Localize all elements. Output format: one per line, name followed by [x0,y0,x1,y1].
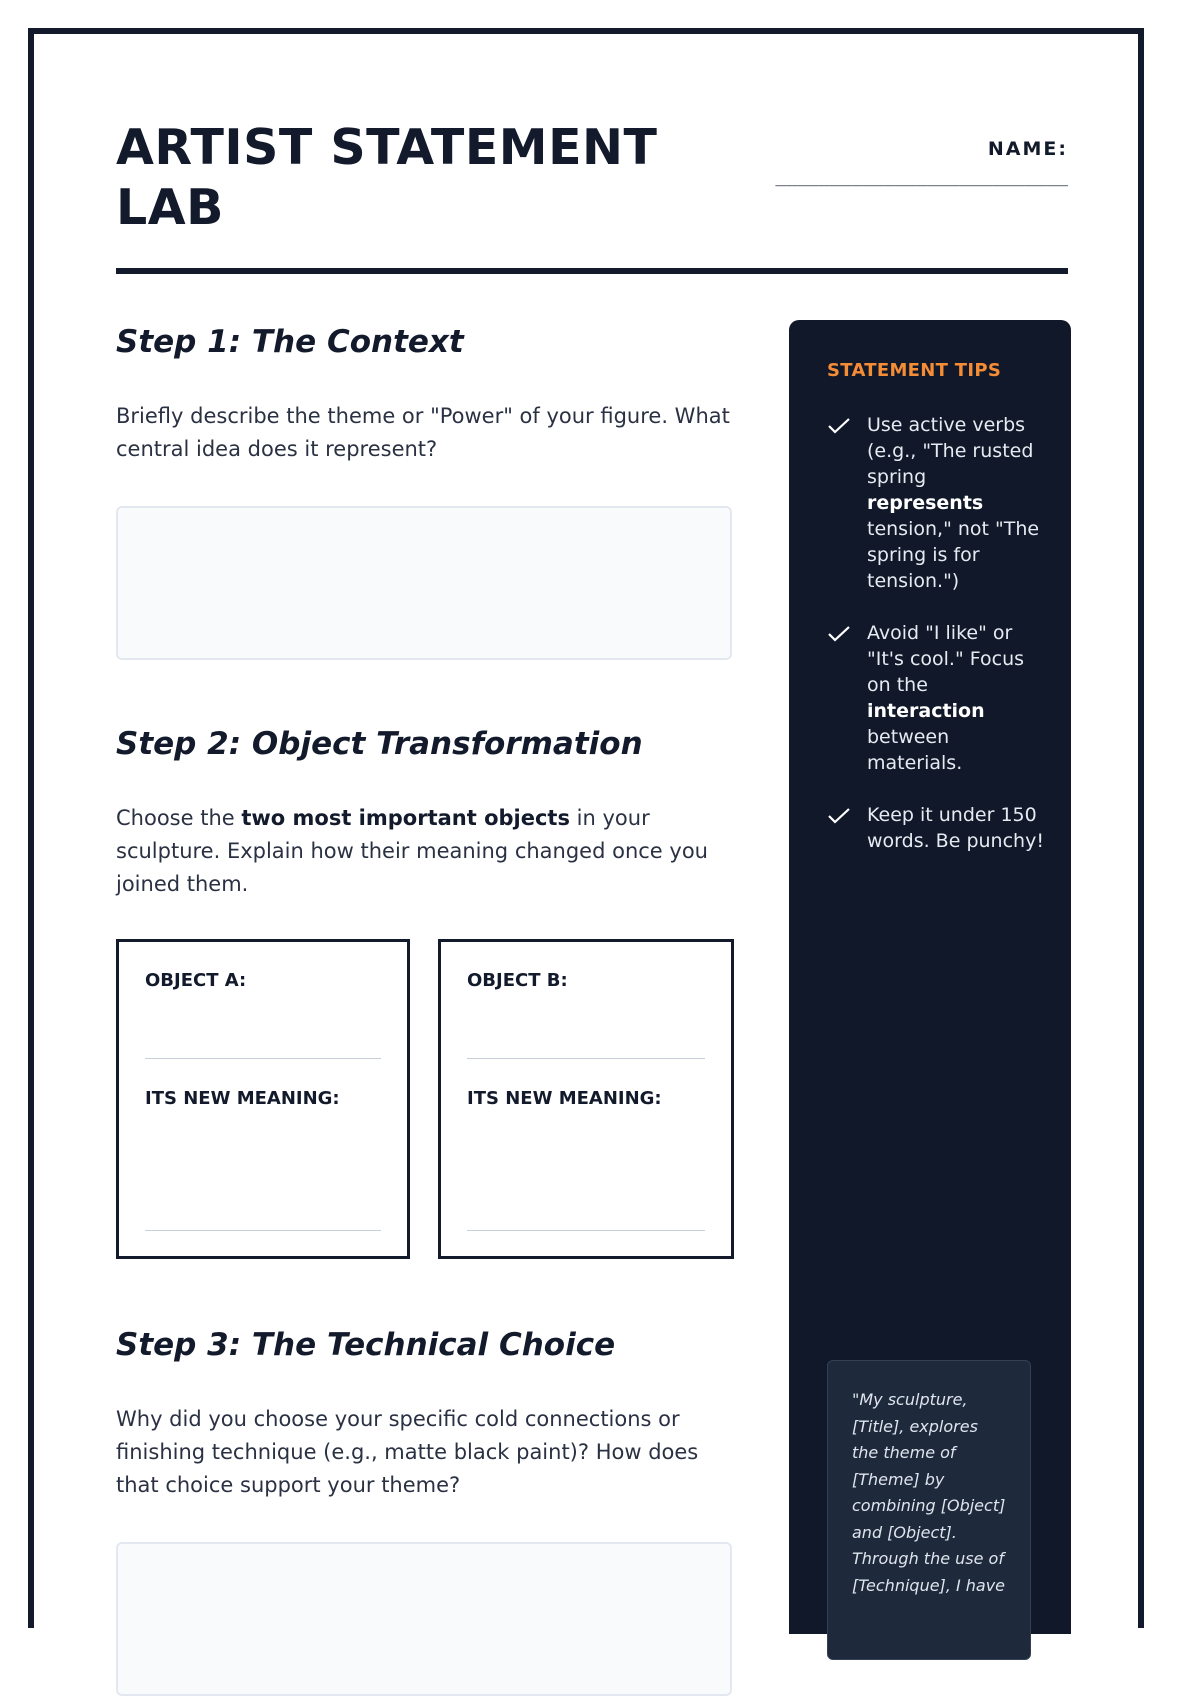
object-a-line[interactable] [145,1058,381,1059]
step-2-description [116,802,738,901]
tip-text-post: tension," not "The spring is for tension.") [867,518,1040,592]
object-b-card [438,939,734,1259]
page-title: ARTIST STATEMENT LAB [116,119,658,236]
object-a-card [116,939,410,1259]
statement-template: "My sculpture, [Title], explores the theme of [Theme] by combining [Object] and [Object]. Through the use of [Technique], I have [827,1360,1031,1660]
worksheet-frame [28,28,1144,1628]
check-icon [827,624,851,644]
object-b-meaning-line[interactable] [467,1230,705,1231]
tips-sidebar [789,320,1071,1634]
step-1-description: Briefly describe the theme or "Power" of your figure. What central idea does it represent? [116,404,730,461]
tip-text-pre: Use active verbs (e.g., "The rusted spring [867,414,1034,488]
tip-text-pre: Keep it under 150 words. Be punchy! [867,804,1044,852]
object-b-line[interactable] [467,1058,705,1059]
step-2-description-post: in your sculpture. Explain how their meaning changed once you joined them. [116,806,708,896]
object-a-meaning-line[interactable] [145,1230,381,1231]
check-icon [827,416,851,436]
name-label: NAME: [987,138,1068,160]
tip-text-bold: interaction [867,700,985,722]
tips-title: STATEMENT TIPS [827,360,1002,381]
object-b-label: OBJECT B: [467,970,568,991]
step-1-answer-box[interactable] [116,506,732,660]
step-1-title: Step 1: The Context [116,324,464,360]
worksheet-header [116,118,1068,274]
tip-text-pre: Avoid "I like" or "It's cool." Focus on the [867,622,1025,696]
step-3-description: Why did you choose your specific cold connections or finishing technique (e.g., matte black paint)? How does that choice support your theme? [116,1407,699,1497]
object-grid [116,939,738,1259]
tip-text-bold: represents [867,492,984,514]
tip-item [827,802,1047,854]
object-b-meaning-label: ITS NEW MEANING: [467,1088,662,1109]
object-a-meaning-label: ITS NEW MEANING: [145,1088,340,1109]
name-field [775,138,1068,187]
tip-item [827,620,1047,776]
main-column [116,324,738,1696]
tip-text-post: between materials. [867,726,963,774]
step-2-title: Step 2: Object Transformation [116,726,643,762]
tips-list [827,412,1047,880]
object-a-label: OBJECT A: [145,970,247,991]
tip-item [827,412,1047,594]
step-2-description-bold: two most important objects [241,806,570,830]
check-icon [827,806,851,826]
step-3-answer-box[interactable] [116,1542,732,1696]
step-3-title: Step 3: The Technical Choice [116,1327,616,1363]
name-line[interactable]: ___________________________ [775,166,1068,187]
step-2-description-pre: Choose the [116,806,242,830]
